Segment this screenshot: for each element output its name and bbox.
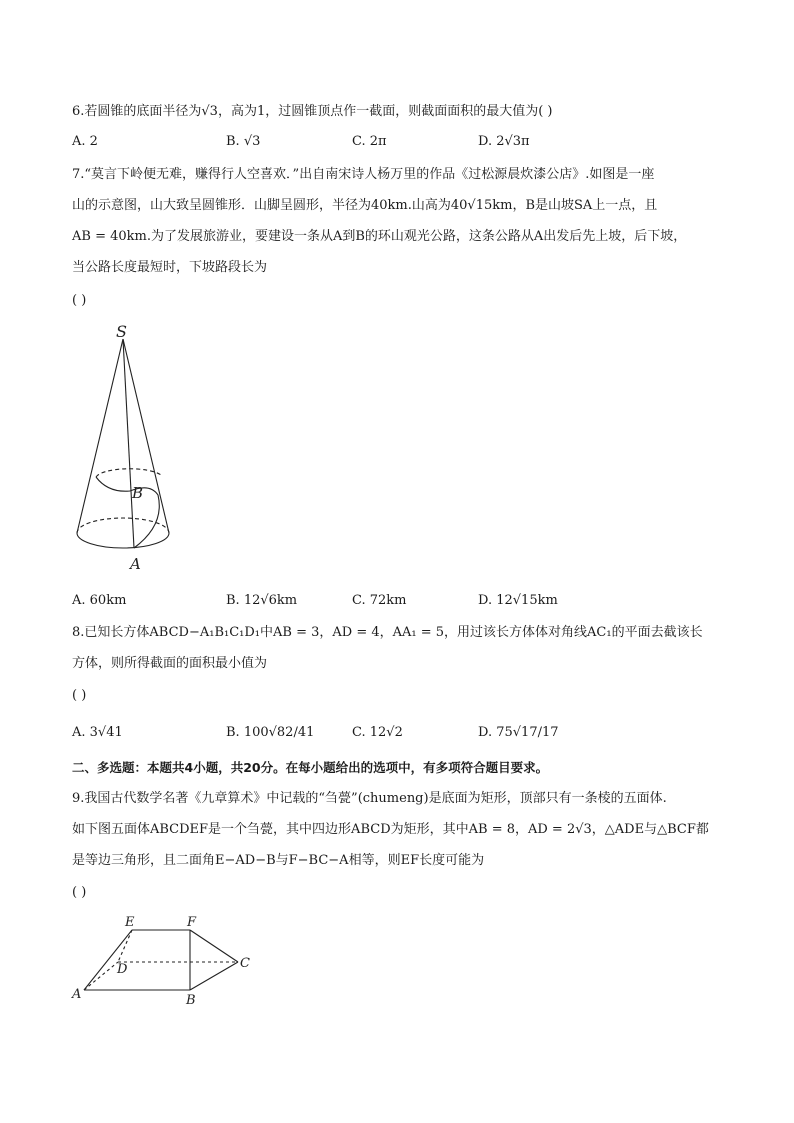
q6-option-d: D. 2√3π: [478, 134, 530, 149]
edge-ed: [118, 930, 132, 962]
q6-option-a: A. 2: [72, 134, 98, 149]
edge-ea: [84, 930, 132, 990]
label-f: F: [187, 915, 197, 930]
pentahedron-figure: [70, 912, 270, 1012]
cone-base-back: [77, 518, 169, 533]
q6-option-c: C. 2π: [352, 134, 387, 149]
cone-left-side: [77, 339, 123, 533]
q8-line-2: 方体，则所得截面的面积最小值为: [72, 656, 268, 671]
q7-line-1: 7.“莫言下岭便无难，赚得行人空喜欢．”出自南宋诗人杨万里的作品《过松源晨炊漆公店》.如图是一座: [72, 167, 655, 182]
label-a: A: [72, 987, 82, 1002]
q8-option-a: A. 3√41: [72, 725, 123, 740]
q7-option-b: B. 12√6km: [226, 593, 298, 608]
edge-bc: [190, 962, 238, 990]
q7-answer-paren: ( ): [72, 293, 87, 308]
cone-label-a: A: [130, 555, 141, 573]
section-circle-back: [96, 469, 161, 477]
cone-label-b: B: [132, 484, 144, 502]
q8-option-d: D. 75√17/17: [478, 725, 559, 740]
q8-answer-paren: ( ): [72, 688, 87, 703]
q7-line-2: 山的示意图，山大致呈圆锥形．山脚呈圆形，半径为40km.山高为40√15km，B是山坡SA上一点，且: [72, 198, 658, 213]
q6-option-b: B. √3: [226, 134, 261, 149]
q9-line-3: 是等边三角形，且二面角E−AD−B与F−BC−A相等，则EF长度可能为: [72, 853, 485, 868]
q7-line-4: 当公路长度最短时，下坡路段长为: [72, 260, 268, 275]
edge-fc: [190, 930, 238, 962]
cone-label-s: S: [116, 322, 127, 341]
cone-generatrix-sa: [123, 339, 134, 548]
q9-answer-paren: ( ): [72, 885, 87, 900]
q7-option-c: C. 72km: [352, 593, 407, 608]
label-d: D: [117, 962, 128, 977]
edge-ad: [84, 962, 118, 990]
label-e: E: [125, 915, 135, 930]
section-2-title: 二、多选题：本题共4小题，共20分。在每小题给出的选项中，有多项符合题目要求。: [72, 760, 549, 775]
q7-option-a: A. 60km: [72, 593, 127, 608]
label-b: B: [186, 993, 196, 1008]
section-circle-front: [96, 477, 130, 491]
cone-base-front: [77, 533, 169, 548]
cone-figure: [70, 322, 180, 575]
q9-line-2: 如下图五面体ABCDEF是一个刍甍，其中四边形ABCD为矩形，其中AB = 8，AD = 2√3，△ADE与△BCF都: [72, 822, 709, 837]
q6-stem: 6.若圆锥的底面半径为√3，高为1，过圆锥顶点作一截面，则截面面积的最大值为( ): [72, 104, 553, 119]
q8-line-1: 8.已知长方体ABCD−A₁B₁C₁D₁中AB = 3，AD = 4，AA₁ = 5，用过该长方体体对角线AC₁的平面去截该长: [72, 625, 703, 640]
q8-option-c: C. 12√2: [352, 725, 403, 740]
q7-option-d: D. 12√15km: [478, 593, 558, 608]
q9-line-1: 9.我国古代数学名著《九章算术》中记载的“刍甍”(chumeng)是底面为矩形，顶部只有一条棱的五面体.: [72, 791, 667, 806]
q7-line-3: AB = 40km.为了发展旅游业，要建设一条从A到B的环山观光公路，这条公路从A出发后先上坡，后下坡，: [72, 229, 687, 244]
label-c: C: [240, 956, 250, 971]
q8-option-b: B. 100√82/41: [226, 725, 315, 740]
cone-right-side: [123, 339, 169, 533]
